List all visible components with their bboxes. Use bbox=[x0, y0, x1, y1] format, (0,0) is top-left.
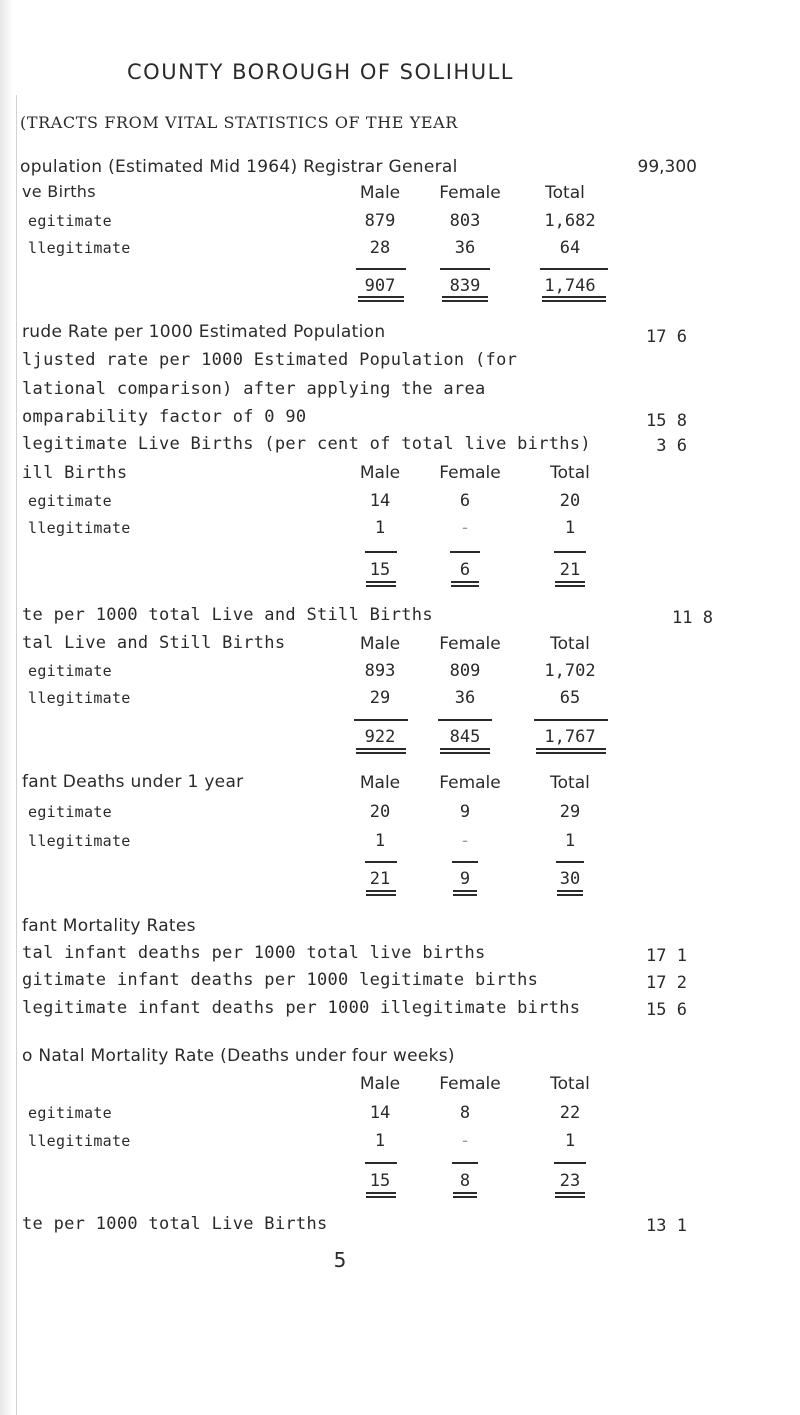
infant-deaths-total: 21 bbox=[369, 869, 391, 889]
total-live-still-cell: 65 bbox=[559, 688, 581, 708]
live-births-total: 907 bbox=[364, 276, 396, 296]
rule bbox=[452, 861, 478, 863]
still-births-col-total: Total bbox=[550, 463, 590, 483]
rule bbox=[438, 719, 492, 721]
rule bbox=[554, 551, 586, 553]
double-rule bbox=[555, 1192, 585, 1198]
infant-mortality-value: 17 2 bbox=[646, 973, 687, 993]
still-births-cell: 6 bbox=[459, 491, 471, 511]
neo-natal-row-label: llegitimate bbox=[28, 1132, 131, 1150]
infant-deaths-col-male: Male bbox=[359, 773, 401, 793]
still-births-total: 21 bbox=[559, 560, 581, 580]
still-births-cell: 14 bbox=[369, 491, 391, 511]
live-births-heading: ve Births bbox=[22, 182, 96, 201]
still-births-total: 15 bbox=[369, 560, 391, 580]
adjusted-rate-value: 15 8 bbox=[646, 411, 687, 431]
neo-natal-col-male: Male bbox=[359, 1074, 401, 1094]
live-births-col-total: Total bbox=[545, 183, 585, 203]
page-subtitle: (TRACTS FROM VITAL STATISTICS OF THE YEAR bbox=[20, 113, 458, 132]
live-births-cell: 879 bbox=[364, 211, 396, 231]
still-rate-label: te per 1000 total Live and Still Births bbox=[22, 605, 433, 625]
live-births-cell: 1,682 bbox=[544, 211, 596, 231]
neo-rate-label: te per 1000 total Live Births bbox=[22, 1214, 328, 1234]
double-rule bbox=[366, 890, 396, 896]
crude-rate-value: 17 6 bbox=[646, 327, 687, 347]
neo-natal-cell: 14 bbox=[369, 1103, 391, 1123]
double-rule bbox=[453, 890, 477, 896]
neo-natal-cell: 22 bbox=[559, 1103, 581, 1123]
population-value: 99,300 bbox=[637, 157, 697, 177]
illegit-live-value: 3 6 bbox=[656, 436, 687, 456]
total-live-still-cell: 1,702 bbox=[544, 661, 596, 681]
still-births-cell: - bbox=[459, 518, 471, 538]
total-live-still-col-total: Total bbox=[550, 634, 590, 654]
total-live-still-total: 922 bbox=[364, 727, 396, 747]
infant-deaths-row-label: llegitimate bbox=[28, 832, 131, 850]
neo-natal-col-female: Female bbox=[439, 1074, 501, 1094]
still-births-heading: ill Births bbox=[22, 463, 128, 483]
total-live-still-col-male: Male bbox=[359, 634, 401, 654]
live-births-cell: 64 bbox=[559, 238, 581, 258]
rule bbox=[356, 268, 406, 270]
infant-deaths-cell: 1 bbox=[564, 831, 576, 851]
rule bbox=[365, 551, 397, 553]
live-births-row-label: egitimate bbox=[28, 212, 112, 230]
infant-deaths-cell: - bbox=[459, 831, 471, 851]
live-births-row-label: llegitimate bbox=[28, 239, 131, 257]
still-births-col-male: Male bbox=[359, 463, 401, 483]
page-title: COUNTY BOROUGH OF SOLIHULL bbox=[127, 60, 514, 84]
adjusted-rate-line: omparability factor of 0 90 bbox=[22, 407, 307, 427]
rule bbox=[365, 1162, 397, 1164]
total-live-still-cell: 809 bbox=[449, 661, 481, 681]
double-rule bbox=[555, 581, 585, 587]
double-rule bbox=[442, 296, 488, 302]
total-live-still-cell: 29 bbox=[369, 688, 391, 708]
total-live-still-total: 1,767 bbox=[544, 727, 596, 747]
double-rule bbox=[440, 748, 490, 754]
total-live-still-row-label: llegitimate bbox=[28, 689, 131, 707]
illegit-live-label: legitimate Live Births (per cent of total live births) bbox=[22, 434, 591, 454]
infant-mortality-heading: fant Mortality Rates bbox=[22, 916, 196, 936]
live-births-cell: 36 bbox=[454, 238, 476, 258]
live-births-total: 1,746 bbox=[544, 276, 596, 296]
live-births-total: 839 bbox=[449, 276, 481, 296]
infant-deaths-total: 9 bbox=[459, 869, 471, 889]
rule bbox=[540, 268, 608, 270]
double-rule bbox=[536, 748, 606, 754]
scan-edge bbox=[0, 0, 14, 1415]
scan-edge-line bbox=[16, 95, 17, 1415]
still-births-cell: 1 bbox=[564, 518, 576, 538]
double-rule bbox=[366, 1192, 396, 1198]
rule bbox=[450, 551, 480, 553]
rule bbox=[452, 1162, 478, 1164]
rule bbox=[354, 719, 408, 721]
still-rate-value: 11 8 bbox=[672, 608, 713, 628]
still-births-row-label: egitimate bbox=[28, 492, 112, 510]
still-births-cell: 1 bbox=[374, 518, 386, 538]
infant-mortality-value: 17 1 bbox=[646, 946, 687, 966]
neo-natal-col-total: Total bbox=[550, 1074, 590, 1094]
neo-natal-cell: - bbox=[459, 1131, 471, 1151]
double-rule bbox=[453, 1192, 477, 1198]
total-live-still-total: 845 bbox=[449, 727, 481, 747]
total-live-still-cell: 36 bbox=[454, 688, 476, 708]
total-live-still-cell: 893 bbox=[364, 661, 396, 681]
infant-deaths-row-label: egitimate bbox=[28, 803, 112, 821]
double-rule bbox=[358, 296, 404, 302]
infant-deaths-cell: 20 bbox=[369, 802, 391, 822]
infant-mortality-row: gitimate infant deaths per 1000 legitimate births bbox=[22, 970, 539, 990]
neo-natal-row-label: egitimate bbox=[28, 1104, 112, 1122]
still-births-row-label: llegitimate bbox=[28, 519, 131, 537]
total-live-still-col-female: Female bbox=[439, 634, 501, 654]
double-rule bbox=[356, 748, 406, 754]
still-births-cell: 20 bbox=[559, 491, 581, 511]
double-rule bbox=[366, 581, 396, 587]
double-rule bbox=[451, 581, 479, 587]
total-live-still-heading: tal Live and Still Births bbox=[22, 633, 286, 653]
still-births-col-female: Female bbox=[439, 463, 501, 483]
infant-deaths-cell: 1 bbox=[374, 831, 386, 851]
neo-rate-value: 13 1 bbox=[646, 1216, 687, 1236]
infant-mortality-row: legitimate infant deaths per 1000 illegitimate births bbox=[22, 998, 581, 1018]
neo-natal-cell: 1 bbox=[564, 1131, 576, 1151]
rule bbox=[440, 268, 490, 270]
rule bbox=[534, 719, 608, 721]
infant-deaths-total: 30 bbox=[559, 869, 581, 889]
neo-natal-total: 15 bbox=[369, 1171, 391, 1191]
infant-mortality-value: 15 6 bbox=[646, 1000, 687, 1020]
page-number: 5 bbox=[333, 1248, 347, 1272]
infant-deaths-col-total: Total bbox=[550, 773, 590, 793]
rule bbox=[556, 861, 584, 863]
double-rule bbox=[542, 296, 606, 302]
live-births-cell: 28 bbox=[369, 238, 391, 258]
adjusted-rate-line: ljusted rate per 1000 Estimated Population (for bbox=[22, 350, 518, 370]
total-live-still-row-label: egitimate bbox=[28, 662, 112, 680]
rule bbox=[365, 861, 397, 863]
live-births-col-male: Male bbox=[359, 183, 401, 203]
still-births-total: 6 bbox=[459, 560, 471, 580]
rule bbox=[554, 1162, 586, 1164]
infant-deaths-cell: 29 bbox=[559, 802, 581, 822]
neo-natal-cell: 8 bbox=[459, 1103, 471, 1123]
infant-mortality-row: tal infant deaths per 1000 total live births bbox=[22, 943, 486, 963]
live-births-cell: 803 bbox=[449, 211, 481, 231]
crude-rate-label: rude Rate per 1000 Estimated Population bbox=[22, 322, 386, 342]
infant-deaths-cell: 9 bbox=[459, 802, 471, 822]
neo-natal-total: 8 bbox=[459, 1171, 471, 1191]
double-rule bbox=[557, 890, 583, 896]
neo-natal-cell: 1 bbox=[374, 1131, 386, 1151]
population-label: opulation (Estimated Mid 1964) Registrar General bbox=[20, 157, 458, 177]
infant-deaths-heading: fant Deaths under 1 year bbox=[22, 772, 244, 792]
neo-natal-heading: o Natal Mortality Rate (Deaths under four weeks) bbox=[22, 1046, 455, 1066]
neo-natal-total: 23 bbox=[559, 1171, 581, 1191]
infant-deaths-col-female: Female bbox=[439, 773, 501, 793]
live-births-col-female: Female bbox=[439, 183, 501, 203]
adjusted-rate-line: lational comparison) after applying the area bbox=[22, 379, 486, 399]
